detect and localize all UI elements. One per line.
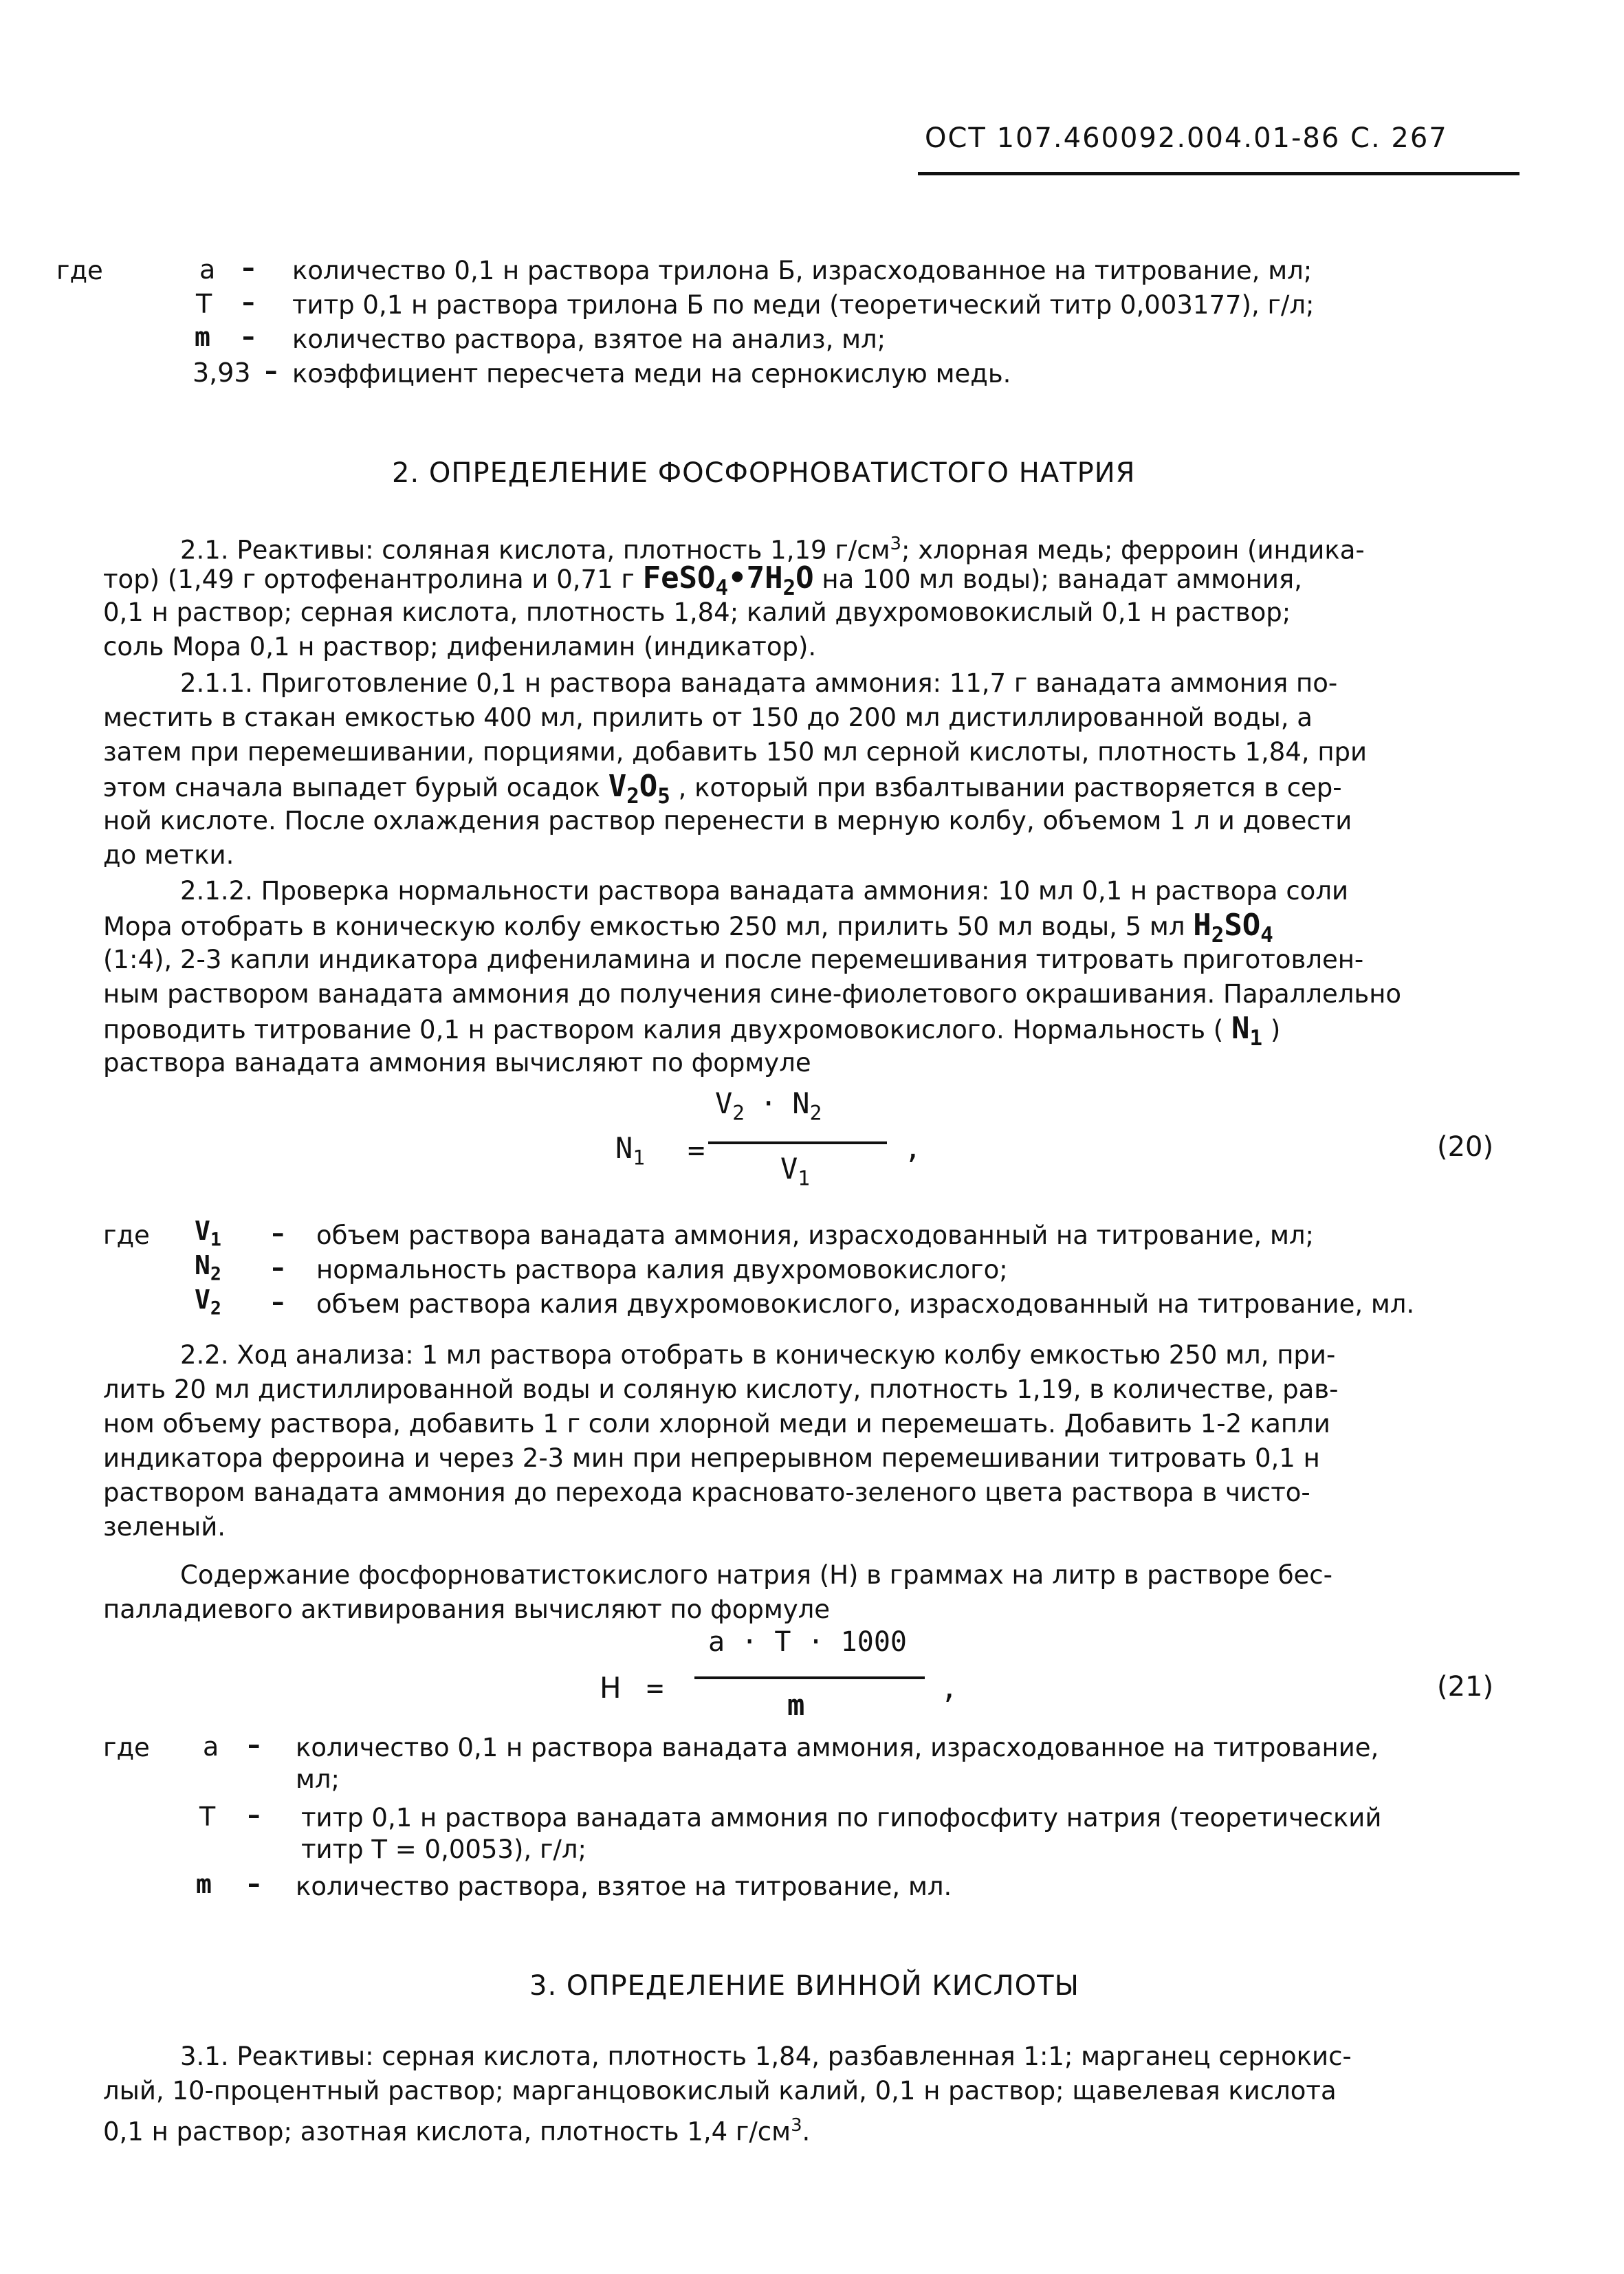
- text: раствора ванадата аммония вычисляют по формуле: [103, 1048, 811, 1078]
- text: проводить титрование 0,1 н раствором калия двухромовокислого. Нормальность (: [103, 1015, 1232, 1045]
- text: палладиевого активирования вычисляют по формуле: [103, 1595, 831, 1624]
- formula-equals: =: [688, 1133, 705, 1167]
- dash: –: [242, 322, 255, 351]
- formula-feso4: $FeSO_4•7H_2O$: [642, 560, 814, 600]
- text: ; хлорная медь; ферроин (индика-: [901, 535, 1365, 565]
- dash: –: [272, 1253, 285, 1282]
- text: .: [802, 2117, 811, 2147]
- symbol-m: m: [195, 322, 210, 352]
- section-2-heading: 2. ОПРЕДЕЛЕНИЕ ФОСФОРНОВАТИСТОГО НАТРИЯ: [392, 457, 1136, 489]
- formula-h2so4: $H_2SO_4$: [1193, 908, 1273, 948]
- text: 2.1. Реактивы: соляная кислота, плотность 1,19 г/см: [180, 535, 890, 565]
- text: местить в стакан емкостью 400 мл, прилить от 150 до 200 мл дистиллированной воды, а: [103, 703, 1313, 732]
- where-label: где: [56, 256, 103, 285]
- text: лить 20 мл дистиллированной воды и соляную кислоту, плотность 1,19, в количестве, рав-: [103, 1375, 1339, 1404]
- formula-lhs: $N_1$: [615, 1131, 645, 1170]
- dash: –: [248, 1869, 261, 1899]
- symbol-n1: $N_1$: [1231, 1011, 1263, 1051]
- text: 3.1. Реактивы: серная кислота, плотность 1,84, разбавленная 1:1; марганец сернокис-: [180, 2042, 1352, 2071]
- symbol-a: a: [199, 254, 216, 285]
- where-label: где: [103, 1733, 150, 1762]
- definition-text: количество раствора, взятое на анализ, мл;: [292, 325, 886, 354]
- text: ной кислоте. После охлаждения раствор перенести в мерную колбу, объемом 1 л и довести: [103, 806, 1352, 835]
- symbol-t: Т: [199, 1802, 216, 1832]
- definition-text: объем раствора ванадата аммония, израсходованный на титрование, мл;: [316, 1221, 1314, 1250]
- formula-numerator: $V_2 \cdot N_2$: [715, 1086, 822, 1125]
- dash: –: [272, 1218, 285, 1248]
- formula-equals: =: [646, 1671, 664, 1705]
- dash: –: [272, 1287, 285, 1317]
- symbol-t: Т: [196, 289, 212, 319]
- symbol-coefficient: 3,93: [193, 358, 251, 388]
- text: затем при перемешивании, порциями, добавить 150 мл серной кислоты, плотность 1,84, при: [103, 737, 1368, 767]
- text: лый, 10-процентный раствор; марганцовокислый калий, 0,1 н раствор; щавелевая кислота: [103, 2076, 1337, 2106]
- dash: –: [242, 287, 255, 317]
- text: индикатора ферроина и через 2-3 мин при непрерывном перемешивании титровать 0,1 н: [103, 1443, 1320, 1473]
- definition-text: нормальность раствора калия двухромовокислого;: [316, 1255, 1008, 1284]
- text: соль Мора 0,1 н раствор; дифениламин (индикатор).: [103, 632, 817, 662]
- symbol-m: m: [196, 1869, 212, 1899]
- formula-numerator: a · Т · 1000: [708, 1626, 907, 1658]
- definition-text: количество 0,1 н раствора ванадата аммония, израсходованное на титрование,: [296, 1733, 1379, 1762]
- equation-number: (21): [1437, 1671, 1494, 1703]
- where-label: где: [103, 1221, 150, 1250]
- superscript: 3: [791, 2115, 802, 2136]
- text: ным раствором ванадата аммония до получения сине-фиолетового окрашивания. Параллельно: [103, 979, 1402, 1009]
- dash: –: [248, 1730, 261, 1760]
- definition-text: количество раствора, взятое на титрование, мл.: [296, 1872, 952, 1901]
- formula-comma: ,: [904, 1131, 922, 1165]
- symbol-n2: $N_2$: [195, 1250, 221, 1285]
- definition-text: титр 0,1 н раствора ванадата аммония по гипофосфиту натрия (теоретический: [301, 1803, 1382, 1833]
- header-rule: [918, 172, 1519, 175]
- definition-text-cont: мл;: [296, 1764, 340, 1794]
- equation-number: (20): [1437, 1131, 1494, 1163]
- definition-text: количество 0,1 н раствора трилона Б, израсходованное на титрование, мл;: [292, 256, 1313, 285]
- text: Мора отобрать в коническую колбу емкостью 250 мл, прилить 50 мл воды, 5 мл: [103, 912, 1194, 941]
- text: ): [1262, 1015, 1281, 1045]
- text: 2.1.2. Проверка нормальности раствора ванадата аммония: 10 мл 0,1 н раствора соли: [180, 876, 1349, 906]
- text: на 100 мл воды); ванадат аммония,: [813, 565, 1302, 594]
- text: зеленый.: [103, 1512, 226, 1542]
- text: (1:4), 2-3 капли индикатора дифениламина и после перемешивания титровать приготовлен-: [103, 945, 1364, 974]
- fraction-line: [708, 1141, 887, 1144]
- text: 2.1.1. Приготовление 0,1 н раствора ванадата аммония: 11,7 г ванадата аммония по-: [180, 668, 1338, 698]
- text: 2.2. Ход анализа: 1 мл раствора отобрать в коническую колбу емкостью 250 мл, при-: [180, 1340, 1336, 1370]
- formula-v2o5: $V_2O_5$: [608, 769, 670, 809]
- page-header: ОСТ 107.460092.004.01-86 С. 267: [925, 122, 1448, 154]
- formula-lhs: Н: [600, 1671, 622, 1705]
- text: раствором ванадата аммония до перехода красновато-зеленого цвета раствора в чисто-: [103, 1478, 1310, 1507]
- dash: –: [248, 1800, 261, 1830]
- symbol-v2: $V_2$: [195, 1284, 221, 1320]
- definition-text: коэффициент пересчета меди на сернокислую медь.: [292, 359, 1011, 389]
- fraction-line: [694, 1676, 925, 1679]
- formula-denominator: m: [787, 1688, 805, 1722]
- text: 0,1 н раствор; серная кислота, плотность 1,84; калий двухромовокислый 0,1 н раствор;: [103, 598, 1291, 627]
- symbol-v1: $V_1$: [195, 1216, 221, 1251]
- text: тор) (1,49 г ортофенантролина и 0,71 г: [103, 565, 643, 594]
- text: до метки.: [103, 840, 234, 870]
- definition-text-cont: титр Т = 0,0053), г/л;: [301, 1835, 586, 1864]
- definition-text: объем раствора калия двухромовокислого, израсходованный на титрование, мл.: [316, 1289, 1415, 1319]
- formula-denominator: $V_1$: [780, 1152, 810, 1190]
- superscript: 3: [890, 534, 901, 554]
- text: , который при взбалтывании растворяется в сер-: [670, 773, 1342, 802]
- text: 0,1 н раствор; азотная кислота, плотность 1,4 г/см: [103, 2117, 791, 2147]
- dash: –: [265, 356, 278, 386]
- dash: –: [242, 253, 255, 283]
- formula-comma: ,: [941, 1671, 958, 1705]
- text: этом сначала выпадет бурый осадок: [103, 773, 608, 802]
- section-3-heading: 3. ОПРЕДЕЛЕНИЕ ВИННОЙ КИСЛОТЫ: [529, 1970, 1079, 2002]
- text: ном объему раствора, добавить 1 г соли хлорной меди и перемешать. Добавить 1-2 капли: [103, 1409, 1330, 1439]
- symbol-a: a: [203, 1731, 219, 1762]
- definition-text: титр 0,1 н раствора трилона Б по меди (теоретический титр 0,003177), г/л;: [292, 290, 1315, 320]
- text: Содержание фосфорноватистокислого натрия (Н) в граммах на литр в растворе бес-: [180, 1560, 1332, 1590]
